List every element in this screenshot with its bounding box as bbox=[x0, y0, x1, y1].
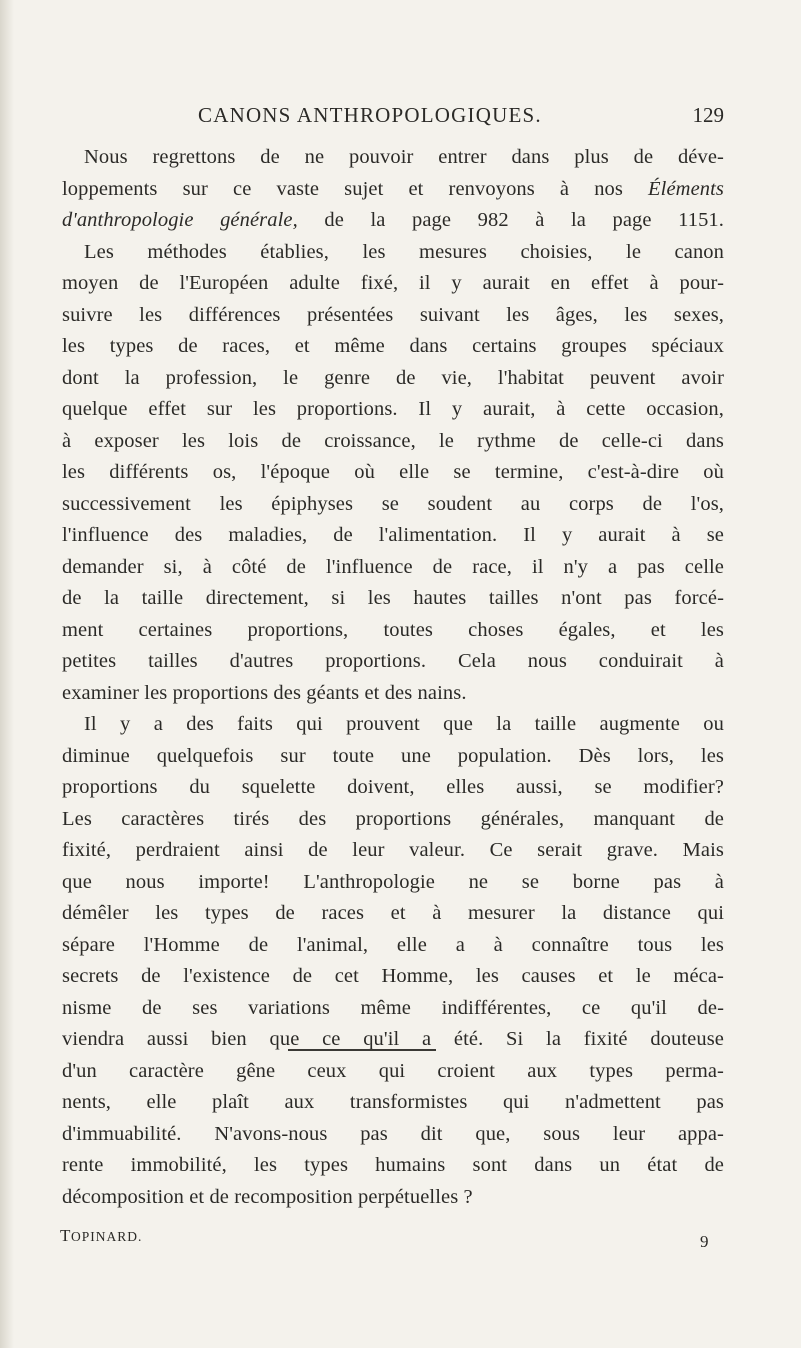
text-line bbox=[62, 394, 724, 426]
text-line bbox=[62, 772, 724, 804]
line-text: les types de races, et même dans certains groupes spéciaux bbox=[62, 335, 724, 357]
line-text: moyen de l'Européen adulte fixé, il y aurait en effet à pour- bbox=[62, 272, 724, 294]
text-line bbox=[62, 898, 724, 930]
text-line bbox=[62, 993, 724, 1025]
line-text: quelque effet sur les proportions. Il y aurait, à cette occasion, bbox=[62, 398, 724, 420]
line-text: secrets de l'existence de cet Homme, les causes et le méca- bbox=[62, 965, 724, 987]
text-line bbox=[62, 930, 724, 962]
text-line bbox=[62, 1150, 724, 1182]
line-text: proportions du squelette doivent, elles aussi, se modifier? bbox=[62, 776, 724, 798]
line-text: démêler les types de races et à mesurer la distance qui bbox=[62, 902, 724, 924]
line-text: d'un caractère gêne ceux qui croient aux types perma- bbox=[62, 1059, 724, 1082]
text-line bbox=[62, 646, 724, 678]
text-line bbox=[62, 457, 724, 489]
text-line bbox=[62, 331, 724, 363]
line-text: loppements sur ce vaste sujet et renvoyons à nos bbox=[62, 177, 649, 200]
text-line bbox=[62, 961, 724, 993]
text-line bbox=[62, 174, 724, 206]
signature-number: 9 bbox=[700, 1232, 709, 1251]
line-text: à exposer les lois de croissance, le rythme de celle-ci dans bbox=[62, 429, 724, 452]
section-divider bbox=[288, 1049, 436, 1051]
text-line bbox=[62, 300, 724, 332]
line-text: Il y a des faits qui prouvent que la taille augmente ou bbox=[84, 713, 724, 735]
line-text: Nous regrettons de ne pouvoir entrer dans plus de déve- bbox=[84, 146, 724, 168]
line-text: les différents os, l'époque où elle se termine, c'est-à-dire où bbox=[62, 461, 724, 483]
italic-text: Éléments bbox=[648, 177, 724, 200]
line-text: décomposition et de recomposition perpétuelles ? bbox=[62, 1185, 473, 1208]
text-line bbox=[62, 709, 724, 741]
text-line bbox=[62, 741, 724, 773]
line-text: nisme de ses variations même indifférentes, ce qu'il de- bbox=[62, 996, 724, 1019]
line-text: fixité, perdraient ainsi de leur valeur. Ce serait grave. Mais bbox=[62, 839, 724, 861]
line-text: suivre les différences présentées suivant les âges, les sexes, bbox=[62, 303, 724, 326]
body-text bbox=[62, 142, 724, 1213]
line-text: ment certaines proportions, toutes choses égales, et les bbox=[62, 618, 724, 641]
running-head bbox=[60, 103, 724, 133]
text-line bbox=[62, 583, 724, 615]
page-number: 129 bbox=[692, 103, 724, 127]
line-text: Les méthodes établies, les mesures choisies, le canon bbox=[84, 240, 724, 263]
signature-initial: T bbox=[60, 1226, 71, 1245]
line-text: sépare l'Homme de l'animal, elle a à connaître tous les bbox=[62, 933, 724, 956]
line-text: diminue quelquefois sur toute une population. Dès lors, les bbox=[62, 744, 724, 767]
text-line bbox=[62, 205, 724, 237]
line-text: rente immobilité, les types humains sont dans un état de bbox=[62, 1154, 724, 1176]
page-gutter-shadow bbox=[0, 0, 14, 1348]
line-text: successivement les épiphyses se soudent au corps de l'os, bbox=[62, 492, 724, 515]
printer-signature bbox=[60, 1226, 142, 1246]
text-line bbox=[62, 835, 724, 867]
text-line bbox=[62, 867, 724, 899]
text-line bbox=[62, 237, 724, 269]
text-line bbox=[62, 1119, 724, 1151]
text-line bbox=[62, 615, 724, 647]
text-line bbox=[62, 1056, 724, 1088]
text-line bbox=[62, 363, 724, 395]
line-text: que nous importe! L'anthropologie ne se borne pas à bbox=[62, 870, 724, 893]
line-text: de la taille directement, si les hautes tailles n'ont pas forcé- bbox=[62, 587, 724, 609]
text-line bbox=[62, 142, 724, 174]
signature-rest: OPINARD. bbox=[70, 1229, 143, 1244]
line-text: nents, elle plaît aux transformistes qui n'admettent pas bbox=[62, 1091, 724, 1113]
text-line bbox=[62, 268, 724, 300]
text-line bbox=[62, 1182, 724, 1214]
italic-text: d'anthropologie générale, bbox=[62, 209, 298, 231]
line-text: de la page 982 à la page 1151. bbox=[297, 209, 724, 231]
text-line bbox=[62, 804, 724, 836]
line-text: dont la profession, le genre de vie, l'habitat peuvent avoir bbox=[62, 366, 724, 389]
line-text: Les caractères tirés des proportions générales, manquant de bbox=[62, 807, 724, 830]
line-text: d'immuabilité. N'avons-nous pas dit que, sous leur appa- bbox=[62, 1122, 724, 1145]
text-line bbox=[62, 1087, 724, 1119]
line-text: l'influence des maladies, de l'alimentation. Il y aurait à se bbox=[62, 524, 724, 546]
text-line bbox=[62, 678, 724, 710]
line-text: petites tailles d'autres proportions. Cela nous conduirait à bbox=[62, 650, 724, 672]
text-line bbox=[62, 489, 724, 521]
line-text: viendra aussi bien que ce qu'il a été. Si la fixité douteuse bbox=[62, 1028, 724, 1050]
text-line bbox=[62, 426, 724, 458]
line-text: demander si, à côté de l'influence de race, il n'y a pas celle bbox=[62, 555, 724, 578]
text-line bbox=[62, 552, 724, 584]
text-line bbox=[62, 520, 724, 552]
line-text: examiner les proportions des géants et des nains. bbox=[62, 681, 467, 704]
running-title: CANONS ANTHROPOLOGIQUES. bbox=[198, 103, 542, 127]
